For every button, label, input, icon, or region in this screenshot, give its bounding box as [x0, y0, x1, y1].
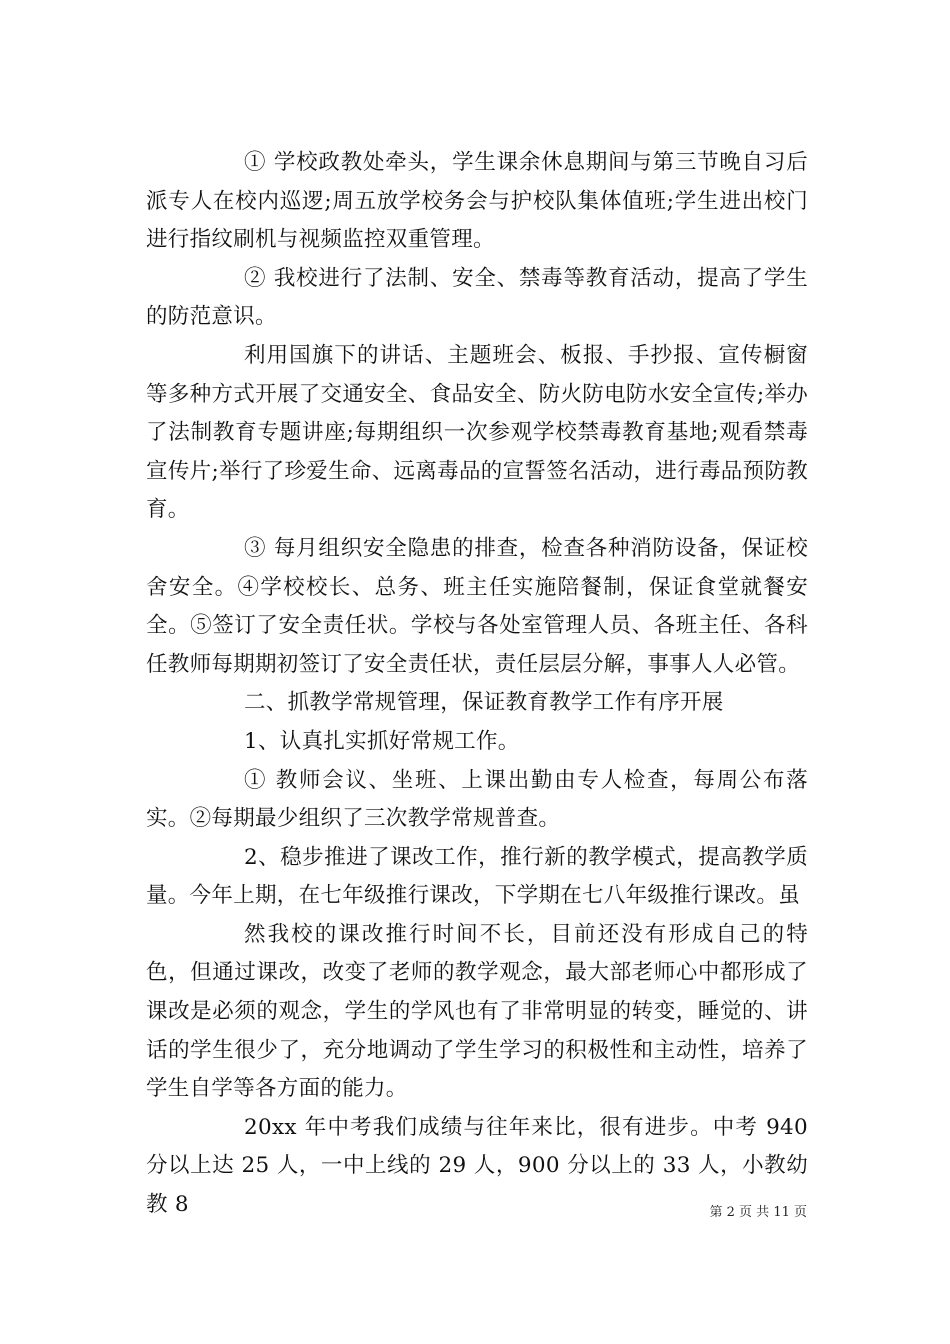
paragraph-reform-results: 然我校的课改推行时间不长，目前还没有形成自己的特色，但通过课改，改变了老师的教学观念，最大部老师心中都形成了课改是必须的观念，学生的学风也有了非常明显的转变，睡觉的、讲话的学生很少了，充分地调动了学生学习的积极性和主动性，培养了学生自学等各方面的能力。 [146, 921, 808, 1102]
paragraph-curriculum-reform: 2、稳步推进了课改工作，推行新的教学模式，提高教学质量。今年上期，在七年级推行课改，下学期在七八年级推行课改。虽 [146, 844, 808, 909]
paragraph-hazard-inspection: ③ 每月组织安全隐患的排查，检查各种消防设备，保证校舍安全。④学校校长、总务、班主任实施陪餐制，保证食堂就餐安全。⑤签订了安全责任状。学校与各处室管理人员、各班主任、各科任教师每期期初签订了安全责任状，责任层层分解，事事人人必管。 [146, 535, 808, 677]
paragraph-attendance-check: ① 教师会议、坐班、上课出勤由专人检查，每周公布落实。②每期最少组织了三次教学常规普查。 [146, 767, 808, 832]
paragraph-campus-patrol: ① 学校政教处牵头，学生课余休息期间与第三节晚自习后派专人在校内巡逻;周五放学校务会与护校队集体值班;学生进出校门进行指纹刷机与视频监控双重管理。 [146, 150, 808, 253]
document-body [146, 144, 808, 1225]
paragraph-exam-results: 20xx 年中考我们成绩与往年来比，很有进步。中考 940 分以上达 25 人，一中上线的 29 人，900 分以上的 33 人，小教幼教 8 [146, 1114, 808, 1218]
section-heading-teaching-management: 二、抓教学常规管理，保证教育教学工作有序开展 [244, 690, 724, 716]
paragraph-publicity-methods: 利用国旗下的讲话、主题班会、板报、手抄报、宣传橱窗等多种方式开展了交通安全、食品安全、防火防电防水安全宣传;举办了法制教育专题讲座;每期组织一次参观学校禁毒教育基地;观看禁毒宣传片;举行了珍爱生命、远离毒品的宣誓签名活动，进行毒品预防教育。 [146, 342, 808, 523]
page-number-footer: 第 2 页 共 11 页 [709, 1205, 807, 1220]
subheading-routine-work: 1、认真扎实抓好常规工作。 [244, 728, 520, 754]
paragraph-safety-education: ② 我校进行了法制、安全、禁毒等教育活动，提高了学生的防范意识。 [146, 265, 808, 330]
